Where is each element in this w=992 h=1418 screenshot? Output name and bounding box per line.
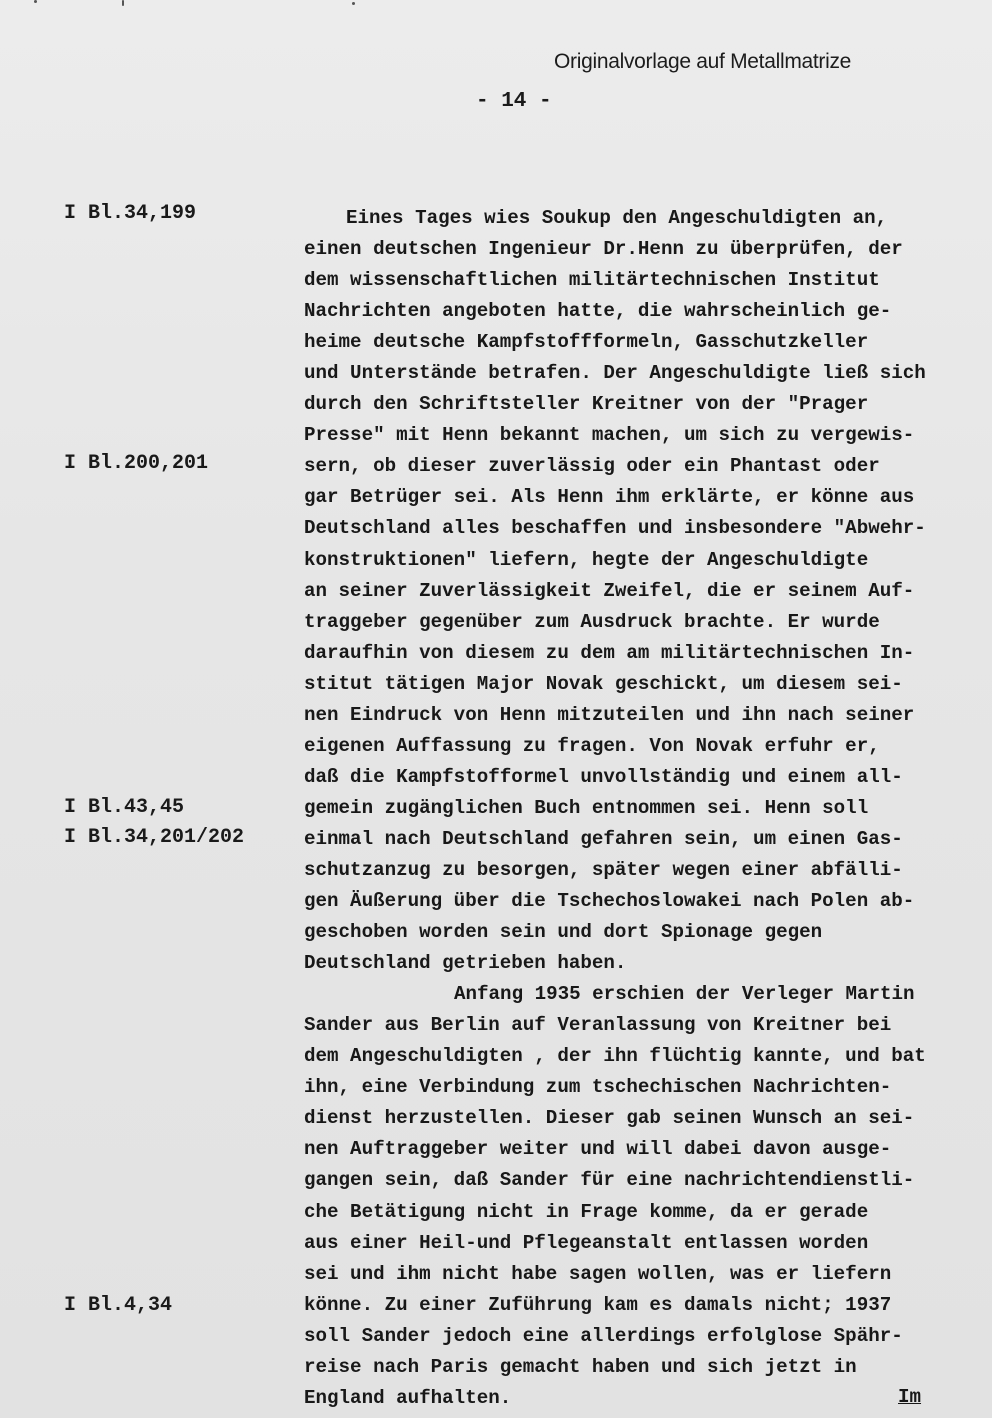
text-line: einen deutschen Ingenieur Dr.Henn zu überprüfen, der — [304, 238, 903, 261]
text-line: geschoben worden sein und dort Spionage gegen — [304, 921, 823, 944]
margin-ref: I Bl.34,199 — [64, 202, 197, 225]
text-line: gar Betrüger sei. Als Henn ihm erklärte, er könne aus — [304, 486, 915, 509]
text-line: Eines Tages wies Soukup den Angeschuldigten an, — [346, 207, 888, 229]
margin-ref: I Bl.34,201/202 — [64, 826, 245, 849]
text-line: dem wissenschaftlichen militärtechnischen Institut — [304, 269, 880, 292]
text-line: daß die Kampfstofformel unvollständig und einem all- — [304, 765, 903, 788]
text-line: könne. Zu einer Zuführung kam es damals nicht; 1937 — [304, 1293, 892, 1316]
text-line: Nachrichten angeboten hatte, die wahrscheinlich ge- — [304, 300, 892, 323]
text-line: Deutschland getrieben haben. — [304, 952, 627, 975]
text-line: dienst herzustellen. Dieser gab seinen Wunsch an sei- — [304, 1107, 915, 1130]
text-line: England aufhalten. — [304, 1386, 512, 1409]
margin-ref: I Bl.43,45 — [64, 796, 185, 819]
page-number: - 14 - — [476, 90, 552, 113]
margin-ref: I Bl.4,34 — [64, 1294, 173, 1317]
text-line: Anfang 1935 erschien der Verleger Martin — [454, 983, 915, 1006]
print-speck — [352, 2, 355, 5]
text-line: sern, ob dieser zuverlässig oder ein Phantast oder — [304, 455, 880, 478]
text-line: an seiner Zuverlässigkeit Zweifel, die er seinem Auf- — [304, 579, 915, 602]
text-line: durch den Schriftsteller Kreitner von der "Prager — [304, 393, 869, 416]
text-line: gen Äußerung über die Tschechoslowakei nach Polen ab- — [304, 890, 915, 913]
text-line: gangen sein, daß Sander für eine nachrichtendienstli- — [304, 1169, 915, 1192]
text-line: nen Auftraggeber weiter und will dabei davon ausge- — [304, 1138, 892, 1161]
text-line: eigenen Auffassung zu fragen. Von Novak erfuhr er, — [304, 734, 880, 757]
text-line: reise nach Paris gemacht haben und sich jetzt in — [304, 1355, 857, 1378]
text-line: aus einer Heil-und Pflegeanstalt entlassen worden — [304, 1231, 869, 1254]
text-line: heime deutsche Kampfstoffformeln, Gasschutzkeller — [304, 331, 869, 354]
text-line: ihn, eine Verbindung zum tschechischen Nachrichten- — [304, 1076, 892, 1099]
text-line: konstruktionen" liefern, hegte der Angeschuldigte — [304, 548, 869, 571]
text-line: sei und ihm nicht habe sagen wollen, was er liefern — [304, 1262, 892, 1285]
text-line: traggeber gegenüber zum Ausdruck brachte. Er wurde — [304, 610, 880, 633]
text-line: daraufhin von diesem zu dem am militärtechnischen In- — [304, 641, 915, 664]
text-line: Deutschland alles beschaffen und insbesondere "Abwehr- — [304, 517, 926, 540]
text-line: dem Angeschuldigten , der ihn flüchtig kannte, und bat — [304, 1045, 926, 1068]
text-line: schutzanzug zu besorgen, später wegen einer abfälli- — [304, 858, 903, 881]
header-note: Originalvorlage auf Metallmatrize — [554, 50, 852, 73]
text-line: Presse" mit Henn bekannt machen, um sich zu vergewis- — [304, 424, 915, 447]
margin-references — [64, 0, 284, 1418]
text-line: Sander aus Berlin auf Veranlassung von Kreitner bei — [304, 1014, 892, 1037]
text-line: einmal nach Deutschland gefahren sein, um einen Gas- — [304, 827, 903, 850]
text-line: che Betätigung nicht in Frage komme, da er gerade — [304, 1200, 869, 1223]
text-line: stitut tätigen Major Novak geschickt, um diesem sei- — [304, 672, 903, 695]
margin-ref: I Bl.200,201 — [64, 452, 209, 475]
text-line: soll Sander jedoch eine allerdings erfolglose Spähr- — [304, 1324, 903, 1347]
body-text — [304, 203, 992, 1414]
continuation-marker: Im — [898, 1386, 922, 1408]
text-line: und Unterstände betrafen. Der Angeschuldigte ließ sich — [304, 362, 926, 385]
print-speck — [34, 0, 37, 3]
text-line: nen Eindruck von Henn mitzuteilen und ihn nach seiner — [304, 703, 915, 726]
text-line: gemein zugänglichen Buch entnommen sei. Henn soll — [304, 796, 869, 819]
